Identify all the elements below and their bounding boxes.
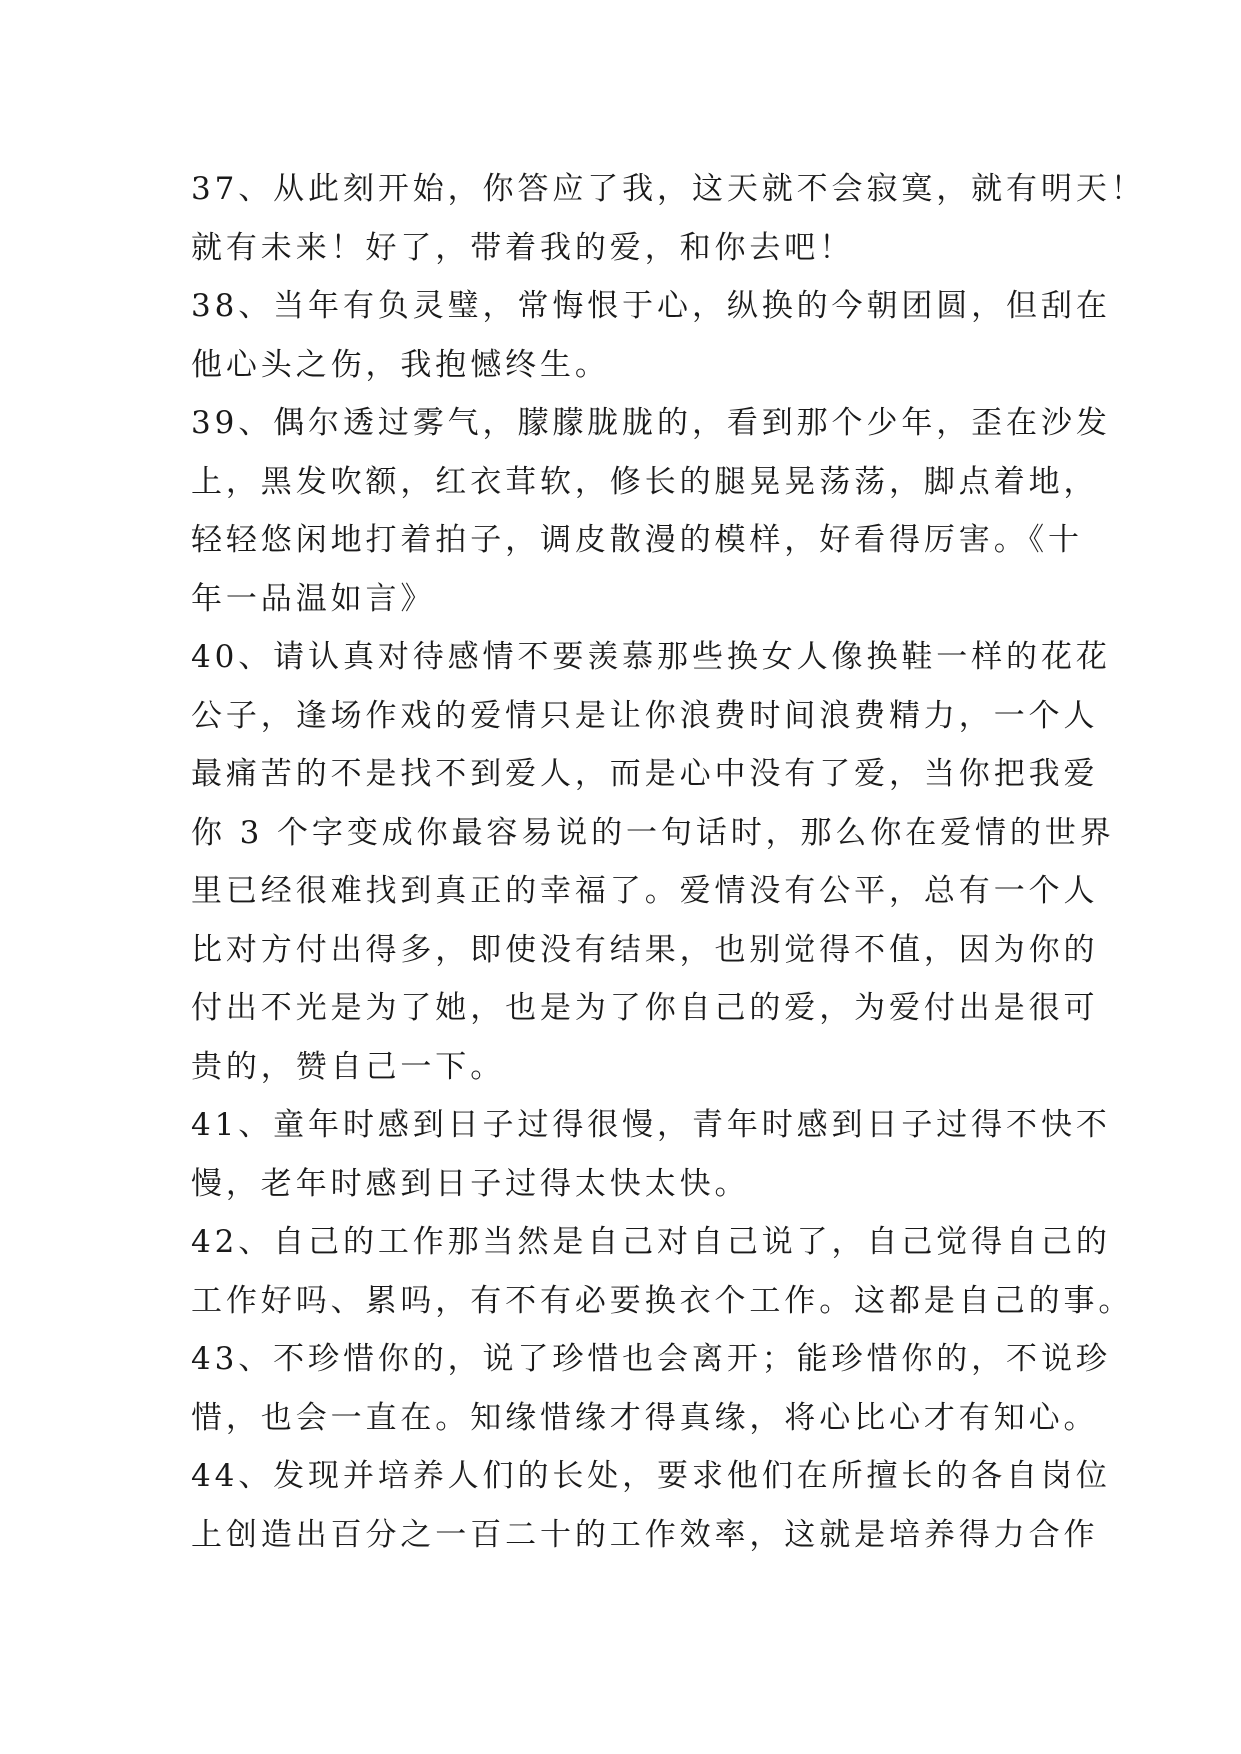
text-line: 最痛苦的不是找不到爱人，而是心中没有了爱，当你把我爱 — [191, 756, 1099, 792]
body-text — [191, 160, 1146, 1564]
text-line: 工作好吗、累吗，有不有必要换衣个工作。这都是自己的事。 — [191, 1282, 1134, 1319]
text-line: 比对方付出得多，即使没有结果，也别觉得不值，因为你的 — [191, 931, 1099, 968]
text-line: 公子，逢场作戏的爱情只是让你浪费时间浪费精力，一个人 — [191, 697, 1099, 734]
text-line: 慢，老年时感到日子过得太快太快。 — [191, 1165, 750, 1202]
text-line: 43、不珍惜你的，说了珍惜也会离开；能珍惜你的，不说珍 — [191, 1341, 1111, 1377]
text-line: 42、自己的工作那当然是自己对自己说了，自己觉得自己的 — [191, 1224, 1111, 1260]
text-line: 38、当年有负灵璧，常悔恨于心，纵换的今朝团圆，但刮在 — [191, 288, 1111, 324]
text-line: 上创造出百分之一百二十的工作效率，这就是培养得力合作 — [191, 1516, 1099, 1553]
text-line: 上，黑发吹额，红衣茸软，修长的腿晃晃荡荡，脚点着地， — [191, 463, 1099, 500]
text-line: 轻轻悠闲地打着拍子，调皮散漫的模样，好看得厉害。《十 — [191, 522, 1083, 558]
text-line: 惜，也会一直在。知缘惜缘才得真缘，将心比心才有知心。 — [191, 1399, 1099, 1436]
text-line: 里已经很难找到真正的幸福了。爱情没有公平，总有一个人 — [191, 873, 1099, 909]
text-line: 37、从此刻开始，你答应了我，这天就不会寂寞，就有明天！ — [191, 171, 1146, 207]
text-line: 他心头之伤，我抱憾终生。 — [191, 346, 610, 383]
text-line: 就有未来！好了，带着我的爱，和你去吧！ — [191, 229, 855, 266]
text-line: 44、发现并培养人们的长处，要求他们在所擅长的各自岗位 — [191, 1458, 1111, 1494]
text-line: 39、偶尔透过雾气，朦朦胧胧的，看到那个少年，歪在沙发 — [191, 405, 1111, 441]
text-line: 41、童年时感到日子过得很慢，青年时感到日子过得不快不 — [191, 1107, 1111, 1143]
text-line: 你 3 个字变成你最容易说的一句话时，那么你在爱情的世界 — [191, 814, 1115, 851]
text-line: 贵的，赞自己一下。 — [191, 1048, 506, 1085]
text-line: 年一品温如言》 — [191, 580, 436, 617]
text-line: 付出不光是为了她，也是为了你自己的爱，为爱付出是很可 — [191, 990, 1099, 1026]
text-line: 40、请认真对待感情不要羡慕那些换女人像换鞋一样的花花 — [191, 639, 1111, 675]
